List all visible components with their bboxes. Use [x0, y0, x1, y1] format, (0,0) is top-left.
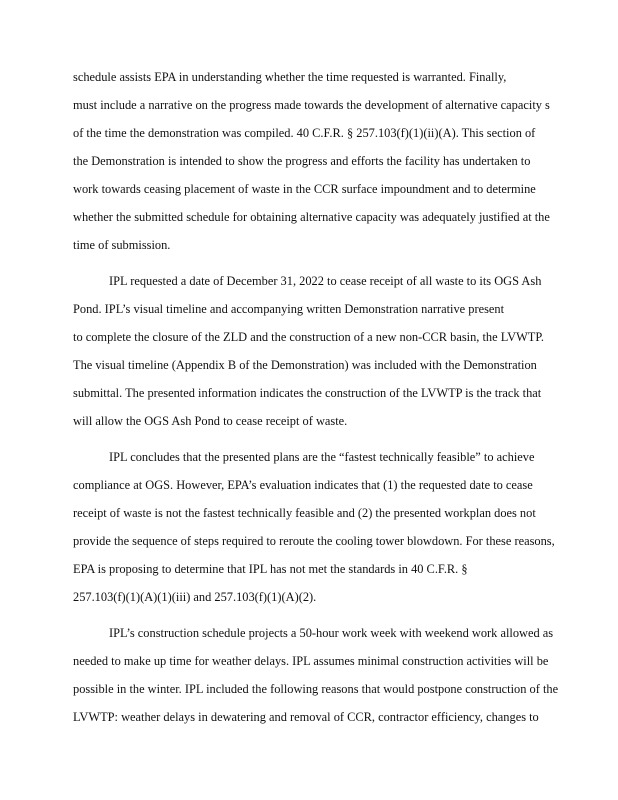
text-line: whether the submitted schedule for obtaining alternative capacity was adequately justified at the	[73, 210, 550, 224]
text-line: the Demonstration is intended to show the progress and efforts the facility has undertaken to	[73, 154, 531, 168]
text-line: compliance at OGS. However, EPA’s evaluation indicates that (1) the requested date to cease	[73, 478, 533, 492]
text-line: work towards ceasing placement of waste in the CCR surface impoundment and to determine	[73, 182, 536, 196]
text-line: provide the sequence of steps required to reroute the cooling tower blowdown. For these reasons,	[73, 534, 555, 548]
text-line: of the time the demonstration was compiled. 40 C.F.R. § 257.103(f)(1)(ii)(A). This section of	[73, 126, 536, 140]
text-line: time of submission.	[73, 238, 171, 252]
text-line: IPL’s construction schedule projects a 50-hour work week with weekend work allowed as	[109, 626, 554, 640]
text-line: IPL concludes that the presented plans are the “fastest technically feasible” to achieve	[109, 450, 535, 464]
text-line: IPL requested a date of December 31, 2022 to cease receipt of all waste to its OGS Ash	[109, 274, 542, 288]
text-line: submittal. The presented information indicates the construction of the LVWTP is the track that	[73, 386, 542, 400]
text-line: schedule assists EPA in understanding whether the time requested is warranted. Finally,	[73, 70, 507, 84]
text-line: will allow the OGS Ash Pond to cease receipt of waste.	[73, 414, 348, 428]
text-line: LVWTP: weather delays in dewatering and removal of CCR, contractor efficiency, changes to	[73, 710, 539, 724]
text-line: EPA is proposing to determine that IPL has not met the standards in 40 C.F.R. §	[73, 562, 468, 576]
text-line: needed to make up time for weather delays. IPL assumes minimal construction activities will be	[73, 654, 549, 668]
text-line: possible in the winter. IPL included the following reasons that would postpone construction of the	[73, 682, 559, 696]
text-line: to complete the closure of the ZLD and the construction of a new non-CCR basin, the LVWTP.	[73, 330, 544, 344]
text-line: 257.103(f)(1)(A)(1)(iii) and 257.103(f)(1)(A)(2).	[73, 590, 317, 604]
text-line: The visual timeline (Appendix B of the Demonstration) was included with the Demonstration	[73, 358, 537, 372]
text-line: Pond. IPL’s visual timeline and accompanying written Demonstration narrative present	[73, 302, 505, 316]
text-line: receipt of waste is not the fastest technically feasible and (2) the presented workplan does not	[73, 506, 536, 520]
text-line: must include a narrative on the progress made towards the development of alternative capacity s	[73, 98, 550, 112]
